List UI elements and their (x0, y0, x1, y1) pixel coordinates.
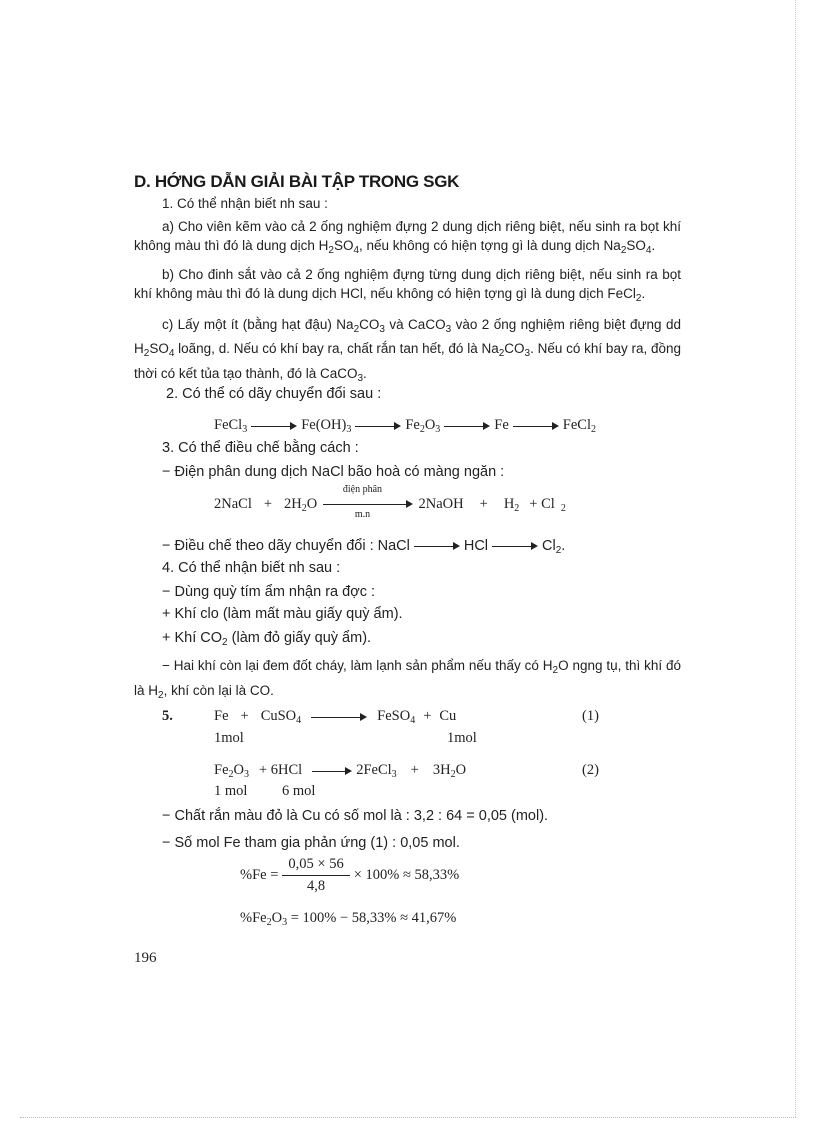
arrow-icon (513, 421, 559, 431)
q5-percent-fe: %Fe = $\frac{0,05 \times 56}{4,8}$ × 100% ≈ 58,33% (240, 856, 460, 894)
q1-part-b: b) Cho đinh sắt vào cả 2 ống nghiệm đựng từng dung dịch riêng biệt, nếu sinh ra bọt khí không màu thì đó là dung dịch HCl, nếu không có hiện tợng gì là dung dịch FeCl$_2$. (134, 266, 681, 304)
q1-part-c: c) Lấy một ít (bằng hạt đậu) $Na_2CO_3$ và CaCO$_3$ vào 2 ống nghiệm riêng biệt đựng dd $H_2SO_4$ loãng, d. Nếu có khí bay ra, chất rắn tan hết, đó là $Na_2CO_3$. Nếu có khí bay ra, đồng thời có kết tủa tạo thành, đó là CaCO$_3$. (134, 316, 682, 384)
q1-part-a: a) Cho viên kẽm vào cả 2 ống nghiệm đựng 2 dung dịch riêng biệt, nếu sinh ra bọt khí không màu thì đó là dung dịch $H_2SO_4$, nếu không có hiện tợng gì là dung dịch $Na_2SO_4$. (134, 218, 681, 256)
q5-eq2-label: (2) (582, 762, 599, 778)
q2-chain: FeCl$_3$ $Fe(OH)_3$ $Fe_2O_3$ Fe FeCl$_2$ (214, 417, 596, 435)
q5-eq1-mol-fe: 1mol (214, 730, 244, 746)
q5-eq2-mol-hcl: 6 mol (282, 783, 316, 799)
q1-block (134, 194, 681, 388)
q5-line-1: − Chất rắn màu đỏ là Cu có số mol là : 3,2 : 64 = 0,05 (mol). (162, 808, 549, 824)
q3-title: 3. Có thể điều chế bằng cách : (162, 440, 359, 456)
q5-eq1-mol-cu: 1mol (447, 730, 477, 746)
fraction: $\frac{0,05 \times 56}{4,8}$ (282, 856, 349, 895)
arrow-icon (311, 712, 367, 722)
q5-line-2: − Số mol Fe tham gia phản ứng (1) : 0,05 mol. (162, 835, 460, 851)
arrow-icon (251, 421, 297, 431)
q3-line-1: − Điện phân dung dịch NaCl bão hoà có màng ngăn : (162, 464, 505, 480)
q4-line-3: + Khí $CO_2$ (làm đỏ giấy quỳ ẩm). (162, 630, 372, 648)
q5-eq1-label: (1) (582, 708, 599, 724)
q5-percent-fe2o3: $\%Fe_2O_3 = 100\% - 58,33\% \approx 41,67\%$ (240, 910, 457, 928)
q4-line-2: + Khí clo (làm mất màu giấy quỳ ẩm). (162, 606, 403, 622)
q3-equation: 2NaCl + $2H_2O$ điện phân m.n 2NaOH + $H_2 + Cl$ $_2$ (214, 483, 566, 520)
q4-title: 4. Có thể nhận biết nh sau : (162, 560, 341, 576)
arrow-icon (492, 541, 538, 551)
arrow-icon (444, 421, 490, 431)
electrolysis-arrow: điện phân m.n (323, 498, 413, 512)
section-heading: D. HỚNG DẪN GIẢI BÀI TẬP TRONG SGK (134, 172, 460, 191)
q5-eq2-mol-fe2o3: 1 mol (214, 783, 248, 799)
q5-equation-2: $Fe_2O_3 + 6HCl$ 2FeCl$_3$ + $3H_2O$ (214, 762, 467, 780)
q5-number: 5. (162, 708, 173, 724)
arrow-icon (414, 541, 460, 551)
q4-line-4: − Hai khí còn lại đem đốt cháy, làm lạnh sản phẩm nếu thấy có $H_2O$ ngng tụ, thì khí đó là $H_2$, khí còn lại là CO. (134, 658, 681, 701)
q1-title: 1. Có thể nhận biết nh sau : (162, 196, 328, 211)
right-border (795, 0, 796, 1117)
page-number: 196 (134, 950, 157, 966)
q3-line-2: − Điều chế theo dãy chuyển đổi : NaCl HCl $Cl_2$. (162, 538, 566, 556)
bottom-border (20, 1117, 796, 1118)
q5-equation-1: Fe + CuSO$_4$ FeSO$_4$ + Cu (214, 708, 457, 726)
arrow-icon (355, 421, 401, 431)
q4-line-1: − Dùng quỳ tím ẩm nhận ra đợc : (162, 584, 376, 600)
q2-title: 2. Có thể có dãy chuyển đổi sau : (166, 386, 382, 402)
arrow-icon (312, 766, 352, 776)
